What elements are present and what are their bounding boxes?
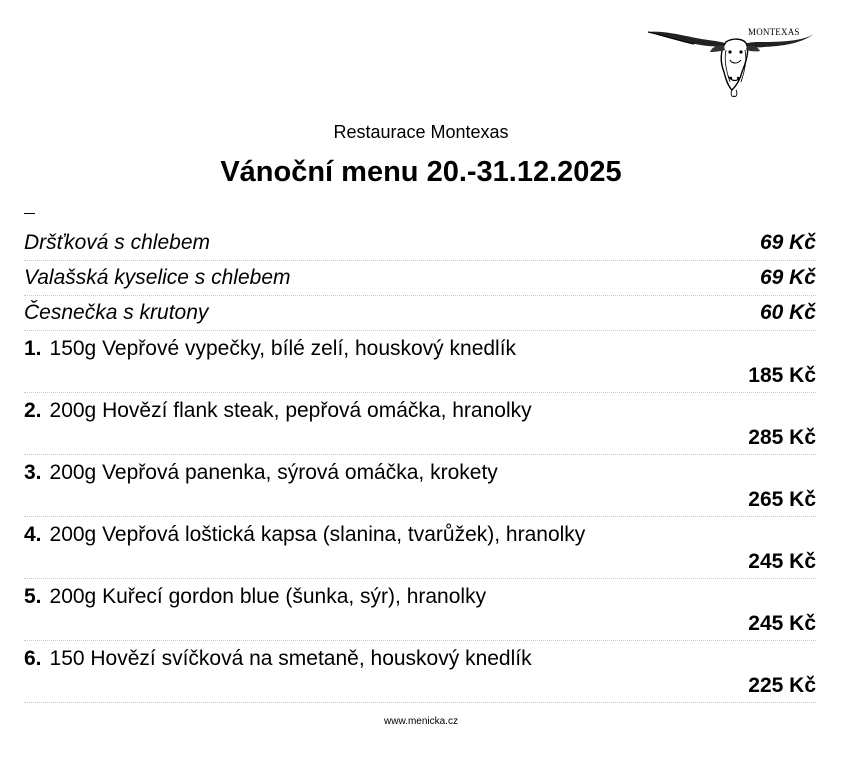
dish-price: 245 Kč <box>748 550 816 573</box>
main-dish-item <box>24 641 816 703</box>
dish-price: 225 Kč <box>748 674 816 697</box>
dish-number: 2. <box>24 399 42 422</box>
dish-name: 150g Vepřové vypečky, bílé zelí, houskový knedlík <box>49 337 517 360</box>
main-dish-item <box>24 455 816 517</box>
dish-line <box>24 461 498 485</box>
main-dish-item <box>24 517 816 579</box>
dish-name: 200g Vepřová loštická kapsa (slanina, tvarůžek), hranolky <box>49 523 586 546</box>
dish-price: 185 Kč <box>748 364 816 387</box>
dish-name: 150 Hovězí svíčková na smetaně, houskový knedlík <box>49 647 532 670</box>
dish-line <box>24 337 516 361</box>
dish-price: 265 Kč <box>748 488 816 511</box>
dish-line <box>24 647 532 671</box>
dish-price: 285 Kč <box>748 426 816 449</box>
dish-name: 200g Hovězí flank steak, pepřová omáčka, hranolky <box>49 399 532 422</box>
logo-text: MONTEXAS <box>748 27 800 37</box>
main-dish-item <box>24 579 816 641</box>
soup-item <box>24 261 816 296</box>
soup-price: 69 Kč <box>759 266 816 289</box>
dish-line <box>24 399 532 423</box>
main-dish-item <box>24 393 816 455</box>
soup-item <box>24 226 816 261</box>
soup-item <box>24 296 816 331</box>
dish-line <box>24 585 486 609</box>
dish-price: 245 Kč <box>748 612 816 635</box>
dish-number: 5. <box>24 585 42 608</box>
footer-url: www.menicka.cz <box>384 716 458 727</box>
dish-number: 4. <box>24 523 42 546</box>
dish-name: 200g Kuřecí gordon blue (šunka, sýr), hranolky <box>49 585 487 608</box>
soup-price: 60 Kč <box>759 301 816 324</box>
soup-price: 69 Kč <box>759 231 816 254</box>
main-dish-item <box>24 331 816 393</box>
dish-number: 6. <box>24 647 42 670</box>
menu-list <box>24 226 816 703</box>
dish-line <box>24 523 585 547</box>
soup-name: Valašská kyselice s chlebem <box>24 266 291 289</box>
dish-number: 1. <box>24 337 42 360</box>
divider-mark <box>24 213 35 214</box>
page-title: Vánoční menu 20.-31.12.2025 <box>220 156 622 188</box>
dish-name: 200g Vepřová panenka, sýrová omáčka, krokety <box>49 461 498 484</box>
dish-number: 3. <box>24 461 42 484</box>
restaurant-name: Restaurace Montexas <box>333 122 509 142</box>
soup-name: Dršťková s chlebem <box>24 231 210 254</box>
soup-name: Česnečka s krutony <box>24 301 209 324</box>
